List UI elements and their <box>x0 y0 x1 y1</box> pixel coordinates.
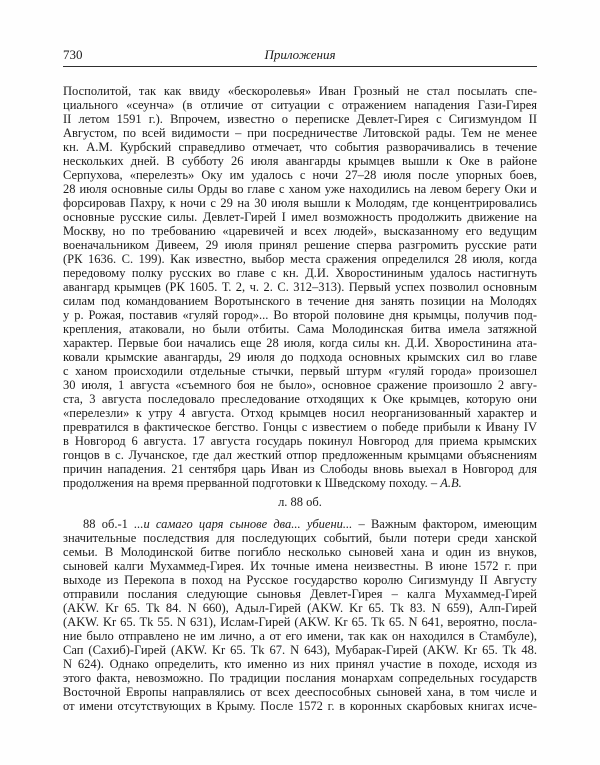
lemma-reference: 88 об.-1 <box>83 517 135 531</box>
text-line: II летом 1591 г.). Впрочем, известно о переписке Девлет-Гирея с Сигизмундом II <box>63 112 537 126</box>
text-line: Серпухова, «перелезть» Оку им удалось с ночи 27–28 июля после упорных боев, <box>63 168 537 182</box>
paragraph-lines <box>63 84 537 476</box>
text-line: в Новгород 6 августа. 17 августа государь покинул Новгород для приема крымских <box>63 434 537 448</box>
text-line: форсировав Пахру, к ночи с 29 на 30 июля вышли к Молодям, где концентрировались <box>63 196 537 210</box>
text-line: передовому полку русских во главе с кн. Д.И. Хворостининым удалось настигнуть <box>63 266 537 280</box>
text-line: гонцов в с. Лучанское, где дал жесткий отпор предложенным крымцами объяснениям <box>63 448 537 462</box>
text-line: выходе из Перекопа в поход на Русское государство королю Сигизмунду II Августу <box>63 573 537 587</box>
running-header <box>63 46 537 63</box>
text-line: отправили послания следующие сыновья Девлет-Гирея – калга Мухаммед-Гирей <box>63 587 537 601</box>
commentary-start: – Важным фактором, имеющим <box>358 517 537 531</box>
text-line: Августом, по всей видимости – при посредничестве Литовской рады. Тем не менее <box>63 126 537 140</box>
text-line: основные русские силы. Девлет-Гирей I имел возможность продолжить движение на <box>63 210 537 224</box>
text-line: у р. Рожая, поставив «гуляй город»... Во второй половине дня крымцы, получив под- <box>63 308 537 322</box>
commentary-paragraph-battle <box>63 84 537 490</box>
text-line: Сап (Сахиб)-Гирей (AKW. Kr 65. Tk 67. N 643), Мубарак-Гирей (AKW. Kr 65. Tk 48. <box>63 643 537 657</box>
text-line: превратился в фактическое бегство. Гонцы с известием о победе прибыли к Ивану IV <box>63 420 537 434</box>
text-line: характер. Первые бои начались еще 28 июля, когда силы кн. Д.И. Хворостинина ата- <box>63 336 537 350</box>
text-line: «перелезли» к утру 4 августа. Отход крымцев носил неорганизованный характер и <box>63 406 537 420</box>
text-line: 28 июля основные силы Орды во главе с ханом уже находились на левом берегу Оки и <box>63 182 537 196</box>
text-line: N 624). Однако определить, кто именно из них принял участие в походе, исходя из <box>63 657 537 671</box>
text-line: авангард крымцев (РК 1605. Т. 2, ч. 2. С. 312–313). Первый успех позволил основным <box>63 280 537 294</box>
folio-heading: л. 88 об. <box>278 495 322 509</box>
page-number: 730 <box>63 47 83 62</box>
text-line <box>63 517 537 531</box>
text-line: (AKW. Kr 65. Tk 55. N 631), Ислам-Гирей (AKW. Kr 65. Tk 65. N 641, вероятно, посла- <box>63 615 537 629</box>
paragraph-closing-text: продолжения на время прерванной подготовки к Шведскому походу. – <box>63 476 441 490</box>
text-line: Посполитой, так как ввиду «бескоролевья» Иван Грозный не стал посылать спе- <box>63 84 537 98</box>
text-line: с ханом происходили отдельные стычки, первый штурм «гуляй города» произошел <box>63 364 537 378</box>
text-line: (AKW. Kr 65. Tk 84. N 660), Адыл-Гирей (AKW. Kr 65. Tk 83. N 659), Алп-Гирей <box>63 601 537 615</box>
text-line: ста, 3 августа последовало преследование отходящих к Оке крымцев, которую они <box>63 392 537 406</box>
text-line: значительные последствия для последующих событий, были потери среди ханской <box>63 531 537 545</box>
text-line: ковали крымские авангарды, 29 июля до подхода основных крымских сил во главе <box>63 350 537 364</box>
text-line: силам под командованием Воротынского в течение дня занять позиции на Молодях <box>63 294 537 308</box>
source-quote: ...и самаго царя сынове два... убиени... <box>134 517 359 531</box>
text-line: кн. А.М. Курбский справедливо отмечает, что события разворачивались в течение <box>63 140 537 154</box>
text-line: военачальником Дивеем, 29 июля принял решение сперва разгромить русские рати <box>63 238 537 252</box>
text-line: сыновей калги Мухаммед-Гирея. Их точные имена неизвестны. В июне 1572 г. при <box>63 559 537 573</box>
page-body <box>63 84 537 713</box>
header-rule <box>63 66 537 67</box>
text-line: Восточной Европы направлялись от всех дееспособных сыновей хана, в том числе и <box>63 685 537 699</box>
text-line: (РК 1636. С. 199). Как известно, выбор места сражения определился 28 июля, когда <box>63 252 537 266</box>
text-line: от имени отсутствующих в Крыму. После 1572 г. в коронных скарбовых книгах исче- <box>63 699 537 713</box>
text-line: семьи. В Молодинской битве погибло несколько сыновей хана и один из внуков, <box>63 545 537 559</box>
text-line: причин нападения. 21 сентября царь Иван из Слободы вновь выехал в Новгород для <box>63 462 537 476</box>
running-title: Приложения <box>264 47 336 62</box>
text-line: этого факта, невозможно. По традиции послания монархам сопредельных государств <box>63 671 537 685</box>
commentary-paragraph-folio-88 <box>63 517 537 713</box>
text-line: ние было отправлено не им лично, а от его имени, так как он находился в Стамбуле), <box>63 629 537 643</box>
text-line: циального «сеунча» (в отличие от ситуации с отражением нападения Гази-Гирея <box>63 98 537 112</box>
paragraph-lines <box>63 531 537 713</box>
text-line <box>63 476 537 490</box>
text-line: нескольких дней. В субботу 26 июля авангарды крымцев вышли к Оке в районе <box>63 154 537 168</box>
author-initials: А.В. <box>440 476 462 490</box>
text-line: крепления, атаковали, но были отбиты. Сама Молодинская битва имела затяжной <box>63 322 537 336</box>
text-line: Москву, но по требованию «царевичей и всех людей», высказанному его ведущим <box>63 224 537 238</box>
text-line: 30 июля, 1 августа «съемного боя не было», основное сражение произошло 2 авгу- <box>63 378 537 392</box>
